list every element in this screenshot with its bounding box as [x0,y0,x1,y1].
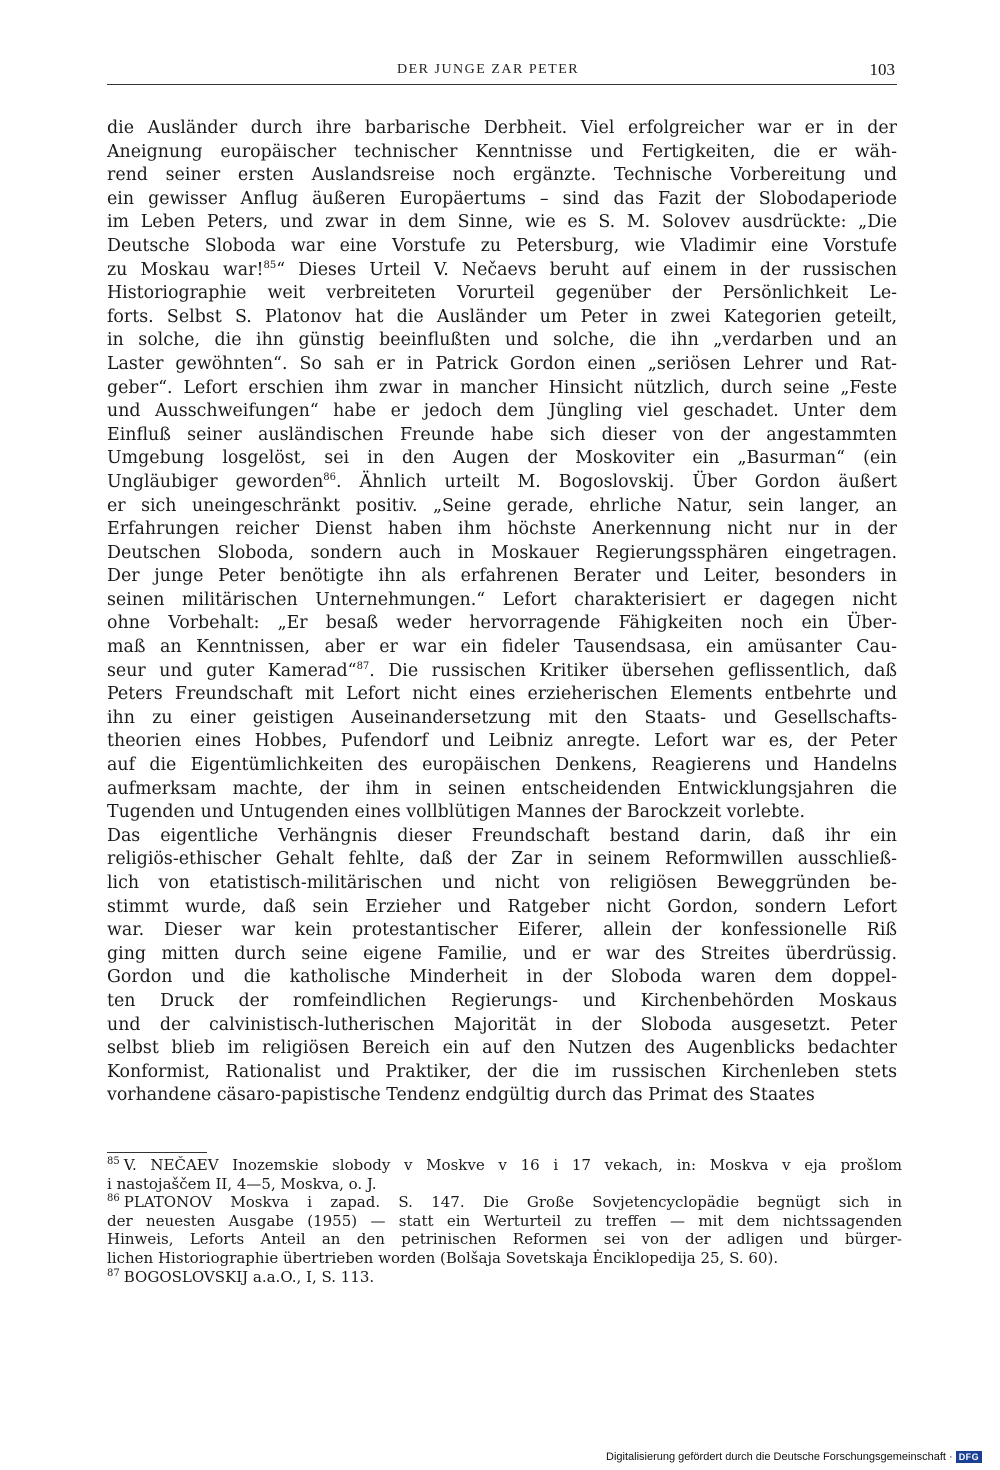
running-title: DER JUNGE ZAR PETER [397,62,580,77]
line-text: rend seiner ersten Auslandsreise noch ergänzte. Technische Vorbereitung und [107,165,897,186]
line-text: Gordon und die katholische Minderheit in der Sloboda waren dem doppel- [107,967,897,988]
line-text: in solche, die ihn günstig beeinflußten und solche, die ihn „verdarben und an [107,330,897,351]
footnote [107,1268,902,1287]
footnote-number: 87 [107,1267,120,1279]
line-text: ten Druck der romfeindlichen Regierungs- und Kirchenbehörden Moskaus [107,990,897,1011]
text-line [107,424,897,448]
text-line [107,1014,897,1038]
line-text-continued: . Ähnlich urteilt M. Bogoslovskij. Über Gordon äußert [336,471,897,492]
line-text: ohne Vorbehalt: „Er besaß weder hervorragende Fähigkeiten noch ein Über- [107,613,897,634]
line-text: lich von etatistisch-militärischen und nicht von religiösen Beweggründen be- [107,873,897,893]
line-text-continued: “ Dieses Urteil V. Nečaevs beruht auf einem in der russischen [276,259,897,280]
footnote-text: BOGOSLOVSKIJ a.a.O., I, S. 113. [123,1267,375,1286]
line-text: seinen militärischen Unternehmungen.“ Lefort charakterisiert er dagegen nicht [107,589,897,610]
dfg-logo: DFG [956,1451,983,1463]
line-text: Konformist, Rationalist und Praktiker, der die im russischen Kirchenleben stets [107,1061,897,1082]
line-text: zu Moskau war! [107,259,264,280]
line-text: aufmerksam machte, der ihm in seinen entscheidenden Entwicklungsjahren die [107,778,897,799]
body-text [107,117,897,1108]
text-line [107,754,897,778]
line-text: Deutsche Sloboda war eine Vorstufe zu Petersburg, wie Vladimir eine Vorstufe [107,235,897,256]
text-line [107,825,897,849]
line-text: religiös-ethischer Gehalt fehlte, daß der Zar in seinem Reformwillen ausschließ- [107,849,897,870]
footnote [107,1193,902,1267]
footnote-reference: 85 [263,259,277,271]
text-line [107,447,897,471]
line-text: Einfluß seiner ausländischen Freunde habe sich dieser von der angestammten [107,424,897,445]
line-text: Laster gewöhnten“. So sah er in Patrick Gordon einen „seriösen Lehrer und Rat- [107,353,897,374]
line-text: Peters Freundschaft mit Lefort nicht eines erzieherischen Elements entbehrte und [107,684,897,705]
text-line [107,636,897,660]
text-line [107,919,897,943]
line-text: Historiographie weit verbreiteten Vorurteil gegenüber der Persönlichkeit Le- [107,283,897,304]
footnote-reference: 87 [356,660,370,672]
line-text: Tugenden und Untugenden eines vollblütigen Mannes der Barockzeit vorlebte. [107,802,806,823]
footnote-line [107,1193,902,1212]
footnote-number: 86 [107,1193,120,1205]
text-line [107,990,897,1014]
line-text: Der junge Peter benötigte ihn als erfahrenen Berater und Leiter, besonders in [107,566,897,587]
line-text: Ungläubiger geworden [107,471,324,492]
footnotes [107,1156,902,1286]
text-line [107,117,897,141]
line-text: theorien eines Hobbes, Pufendorf und Leibniz anregte. Lefort war es, der Peter [107,731,897,752]
text-line [107,943,897,967]
line-text: Erfahrungen reicher Dienst haben ihm höchste Anerkennung nicht nur in der [107,519,897,540]
footnote-text: V. NEČAEV Inozemskie slobody v Moskve v 16 i 17 vekach, in: Moskva v eja prošlom [123,1156,902,1174]
line-text: forts. Selbst S. Platonov hat die Ausländer um Peter in zwei Kategorien geteilt, [107,306,897,327]
page-header [107,58,897,85]
text-line [107,259,897,283]
line-text: selbst blieb im religiösen Bereich ein auf den Nutzen des Augenblicks bedachter [107,1038,897,1059]
footnote-text: i nastojaščem II, 4—5, Moskva, o. J. [107,1174,377,1193]
text-line [107,282,897,306]
line-text: ihn zu einer geistigen Auseinandersetzung mit den Staats- und Gesellschafts- [107,707,897,728]
text-line [107,518,897,542]
footnote-text: Hinweis, Leforts Anteil an den petrinischen Reformen sei von der adligen und bürger- [107,1230,902,1249]
text-line [107,848,897,872]
text-line [107,542,897,566]
text-line [107,306,897,330]
text-line [107,966,897,990]
text-line [107,565,897,589]
text-line [107,660,897,684]
text-line [107,589,897,613]
line-text: er sich uneingeschränkt positiv. „Seine gerade, ehrliche Natur, sein langer, an [107,495,897,516]
text-line [107,141,897,165]
footnote-line [107,1230,902,1249]
text-line [107,353,897,377]
line-text-continued: . Die russischen Kritiker übersehen geflissentlich, daß [369,660,897,681]
footnote-reference: 86 [323,472,336,484]
text-line [107,1084,897,1108]
text-line [107,1061,897,1085]
text-line [107,400,897,424]
text-line [107,211,897,235]
line-text: geber“. Lefort erschien ihm zwar in mancher Hinsicht nützlich, durch seine „Feste [107,377,897,398]
footnote-line [107,1268,902,1287]
footnote [107,1156,902,1193]
line-text: und der calvinistisch-lutherischen Majorität in der Sloboda ausgesetzt. Peter [107,1014,897,1035]
digitization-credit [606,1451,982,1463]
line-text: stimmt wurde, daß sein Erzieher und Ratgeber nicht Gordon, sondern Lefort [107,896,897,917]
text-line [107,730,897,754]
footnote-line [107,1175,902,1194]
line-text: auf die Eigentümlichkeiten des europäischen Denkens, Reagierens und Handelns [107,755,897,776]
footnote-text: PLATONOV Moskva i zapad. S. 147. Die Große Sovjetencyclopädie begnügt sich in [123,1193,902,1212]
footnote-rule [107,1152,207,1153]
text-line [107,329,897,353]
text-line [107,801,897,825]
line-text: vorhandene cäsaro-papistische Tendenz endgültig durch das Primat des Staates [107,1085,815,1106]
text-line [107,612,897,636]
text-line [107,188,897,212]
footnote-line [107,1249,902,1268]
text-line [107,495,897,519]
footnote-line [107,1212,902,1231]
text-line [107,164,897,188]
line-text: im Leben Peters, und zwar in dem Sinne, wie es S. M. Solovev ausdrückte: „Die [107,212,897,233]
line-text: war. Dieser war kein protestantischer Eiferer, allein der konfessionelle Riß [107,920,897,941]
text-line [107,377,897,401]
line-text: seur und guter Kamerad“ [107,660,357,681]
credit-text: Digitalisierung gefördert durch die Deutsche Forschungsgemeinschaft · [606,1451,953,1463]
page-number: 103 [869,60,895,79]
line-text: und Ausschweifungen“ habe er jedoch dem Jüngling viel geschadet. Unter dem [107,401,897,422]
text-line [107,896,897,920]
footnote-number: 85 [107,1156,120,1167]
text-line [107,471,897,495]
text-line [107,683,897,707]
line-text: Umgebung losgelöst, sei in den Augen der Moskoviter ein „Basurman“ (ein [107,448,897,469]
footnote-line [107,1156,902,1175]
line-text: Das eigentliche Verhängnis dieser Freundschaft bestand darin, daß ihr ein [107,825,897,846]
line-text: Aneignung europäischer technischer Kenntnisse und Fertigkeiten, die er wäh- [107,141,897,162]
text-line [107,235,897,259]
line-text: ein gewisser Anflug äußeren Europäertums – sind das Fazit der Slobodaperiode [107,188,897,209]
footnote-text: der neuesten Ausgabe (1955) — statt ein Werturteil zu treffen — mit dem nichtssagenden [107,1211,902,1230]
line-text: maß an Kenntnissen, aber er war ein fideler Tausendsasa, ein amüsanter Cau- [107,637,897,658]
text-line [107,707,897,731]
line-text: Deutschen Sloboda, sondern auch in Moskauer Regierungssphären eingetragen. [107,542,897,563]
line-text: ging mitten durch seine eigene Familie, und er war des Streites überdrüssig. [107,943,897,964]
text-line [107,778,897,802]
text-line [107,1037,897,1061]
line-text: die Ausländer durch ihre barbarische Derbheit. Viel erfolgreicher war er in der [107,118,897,138]
footnote-text: lichen Historiographie übertrieben worden (Bolšaja Sovetskaja Ėnciklopedija 25, S. 60). [107,1248,779,1267]
text-line [107,872,897,896]
